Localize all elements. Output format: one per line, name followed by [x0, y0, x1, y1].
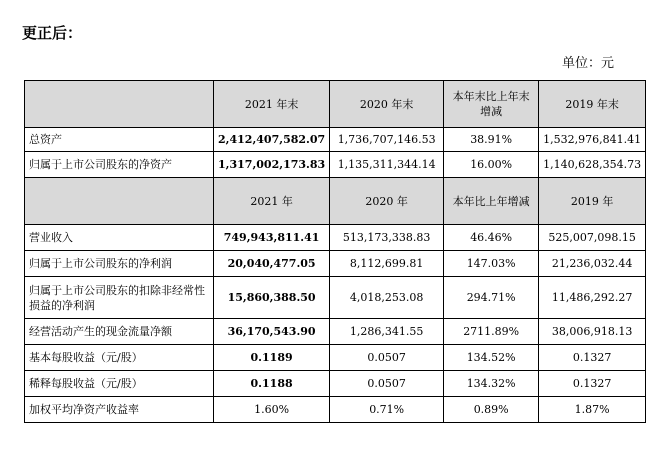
row-label: 归属于上市公司股东的净资产 — [25, 152, 214, 178]
value-2021: 749,943,811.41 — [214, 225, 330, 251]
value-change: 0.89% — [444, 397, 539, 423]
header-corner — [25, 81, 214, 128]
section2-header-row — [25, 178, 646, 225]
value-change: 147.03% — [444, 251, 539, 277]
value-change: 294.71% — [444, 277, 539, 319]
value-2020: 8,112,699.81 — [330, 251, 444, 277]
table-row — [25, 371, 646, 397]
header-2021: 2021 年 — [214, 178, 330, 225]
value-2021: 36,170,543.90 — [214, 319, 330, 345]
value-2020: 0.0507 — [330, 371, 444, 397]
row-label: 营业收入 — [25, 225, 214, 251]
unit-label: 单位：元 — [562, 56, 615, 71]
value-2020: 4,018,253.08 — [330, 277, 444, 319]
header-2020: 2020 年 — [330, 178, 444, 225]
value-change: 2711.89% — [444, 319, 539, 345]
row-label: 加权平均净资产收益率 — [25, 397, 214, 423]
section1-header-row — [25, 81, 646, 128]
table-row — [25, 277, 646, 319]
value-2020: 0.71% — [330, 397, 444, 423]
value-2020: 1,736,707,146.53 — [330, 128, 444, 152]
value-2021: 1.60% — [214, 397, 330, 423]
table-row — [25, 225, 646, 251]
financial-table — [24, 80, 646, 423]
value-2019: 11,486,292.27 — [539, 277, 646, 319]
header-2019-end: 2019 年末 — [539, 81, 646, 128]
heading: 更正后： — [22, 24, 83, 42]
value-2020: 1,286,341.55 — [330, 319, 444, 345]
header-change-end: 本年末比上年末增减 — [444, 81, 539, 128]
value-2019: 1,140,628,354.73 — [539, 152, 646, 178]
header-2019: 2019 年 — [539, 178, 646, 225]
value-2019: 38,006,918.13 — [539, 319, 646, 345]
header-2021-end: 2021 年末 — [214, 81, 330, 128]
value-2021: 20,040,477.05 — [214, 251, 330, 277]
value-2021: 15,860,388.50 — [214, 277, 330, 319]
row-label: 归属于上市公司股东的净利润 — [25, 251, 214, 277]
value-2021: 2,412,407,582.07 — [214, 128, 330, 152]
value-2020: 513,173,338.83 — [330, 225, 444, 251]
table-row — [25, 152, 646, 178]
row-label: 总资产 — [25, 128, 214, 152]
row-label: 基本每股收益（元/股） — [25, 345, 214, 371]
row-label: 归属于上市公司股东的扣除非经常性损益的净利润 — [25, 277, 214, 319]
table-row — [25, 397, 646, 423]
value-2019: 0.1327 — [539, 345, 646, 371]
value-2021: 1,317,002,173.83 — [214, 152, 330, 178]
table-row — [25, 128, 646, 152]
value-2021: 0.1188 — [214, 371, 330, 397]
table-row — [25, 251, 646, 277]
table-row — [25, 319, 646, 345]
value-2019: 1.87% — [539, 397, 646, 423]
row-label: 经营活动产生的现金流量净额 — [25, 319, 214, 345]
value-change: 134.32% — [444, 371, 539, 397]
value-change: 134.52% — [444, 345, 539, 371]
value-2019: 0.1327 — [539, 371, 646, 397]
value-2019: 1,532,976,841.41 — [539, 128, 646, 152]
table-row — [25, 345, 646, 371]
value-change: 46.46% — [444, 225, 539, 251]
value-2021: 0.1189 — [214, 345, 330, 371]
value-2019: 21,236,032.44 — [539, 251, 646, 277]
value-2020: 0.0507 — [330, 345, 444, 371]
header-2020-end: 2020 年末 — [330, 81, 444, 128]
value-change: 16.00% — [444, 152, 539, 178]
value-change: 38.91% — [444, 128, 539, 152]
value-2020: 1,135,311,344.14 — [330, 152, 444, 178]
value-2019: 525,007,098.15 — [539, 225, 646, 251]
row-label: 稀释每股收益（元/股） — [25, 371, 214, 397]
header-change: 本年比上年增减 — [444, 178, 539, 225]
header-corner — [25, 178, 214, 225]
